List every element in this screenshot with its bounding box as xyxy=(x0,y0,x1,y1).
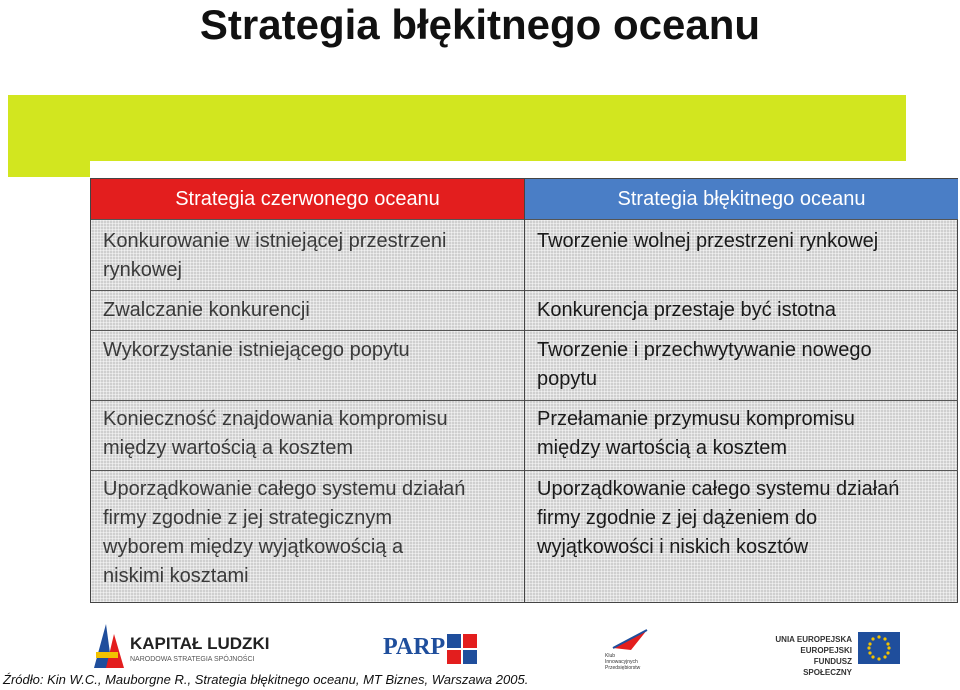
cell-line: Konkurencja przestaje być istotna xyxy=(537,299,837,321)
blue-cell-5 xyxy=(525,470,958,602)
parp-logo xyxy=(383,634,483,670)
eu-flag-icon xyxy=(858,632,900,664)
red-cell-3 xyxy=(91,330,524,400)
page-title: Strategia błękitnego oceanu xyxy=(199,1,761,48)
cell-line: między wartością a kosztem xyxy=(537,437,788,459)
comparison-table xyxy=(90,178,958,603)
cell-line: Tworzenie i przechwytywanie nowego xyxy=(537,339,872,361)
parp-text: PARP xyxy=(383,634,446,660)
cell-line: firmy zgodnie z jej dążeniem do xyxy=(537,507,818,529)
cell-line: Wykorzystanie istniejącego popytu xyxy=(103,339,410,361)
ue-line: UNIA EUROPEJSKA xyxy=(775,635,852,644)
cell-line: niskimi kosztami xyxy=(103,565,249,587)
cell-line: rynkowej xyxy=(103,259,182,281)
cell-line: firmy zgodnie z jej strategicznym xyxy=(103,507,392,529)
klub-line: Klub xyxy=(605,653,616,659)
decorative-band-tab xyxy=(8,161,90,177)
red-cell-5 xyxy=(91,470,524,602)
cell-line: Tworzenie wolnej przestrzeni rynkowej xyxy=(537,230,879,252)
klub-icon xyxy=(611,628,651,652)
cell-line: wyjątkowości i niskich kosztów xyxy=(537,536,809,558)
cell-line: popytu xyxy=(537,368,598,390)
red-cell-1 xyxy=(91,219,524,290)
ue-logo xyxy=(766,630,901,677)
blue-cell-1 xyxy=(525,219,958,290)
ue-line: EUROPEJSKI xyxy=(800,646,852,655)
red-ocean-header: Strategia czerwonego oceanu xyxy=(91,179,524,219)
blue-cell-4 xyxy=(525,400,958,470)
klub-line: Innowacyjnych xyxy=(605,659,638,665)
klub-logo xyxy=(605,628,665,678)
cell-line: między wartością a kosztem xyxy=(103,437,354,459)
cell-line: Konkurowanie w istniejącej przestrzeni xyxy=(103,230,447,252)
cell-line: Uporządkowanie całego systemu działań xyxy=(537,478,900,500)
decorative-band xyxy=(8,95,906,161)
source-footnote: Źródło: Kin W.C., Mauborgne R., Strategia błękitnego oceanu, MT Biznes, Warszawa 2005. xyxy=(0,672,531,687)
logos-bar xyxy=(0,618,960,678)
ue-line: FUNDUSZ SPOŁECZNY xyxy=(803,657,852,677)
klub-line: Przedsiębiorstw xyxy=(605,665,641,671)
cell-line: Konieczność znajdowania kompromisu xyxy=(103,408,448,430)
blue-ocean-column xyxy=(524,179,958,602)
kapital-ludzki-icon xyxy=(92,622,126,670)
cell-line: wyborem między wyjątkowością a xyxy=(103,536,404,558)
kapital-ludzki-text: KAPITAŁ LUDZKI xyxy=(130,634,270,653)
blue-cell-3 xyxy=(525,330,958,400)
kapital-ludzki-subtext: NARODOWA STRATEGIA SPÓJNOŚCI xyxy=(130,656,255,663)
red-cell-4 xyxy=(91,400,524,470)
ue-text xyxy=(766,634,852,678)
cell-line: Uporządkowanie całego systemu działań xyxy=(103,478,466,500)
cell-line: Zwalczanie konkurencji xyxy=(103,299,310,321)
red-cell-2 xyxy=(91,290,524,330)
parp-icon xyxy=(447,634,477,664)
blue-ocean-header: Strategia błękitnego oceanu xyxy=(525,179,958,219)
red-ocean-column xyxy=(91,179,524,602)
kapital-ludzki-logo xyxy=(92,622,270,672)
blue-cell-2 xyxy=(525,290,958,330)
cell-line: Przełamanie przymusu kompromisu xyxy=(537,408,855,430)
klub-text xyxy=(605,653,640,671)
